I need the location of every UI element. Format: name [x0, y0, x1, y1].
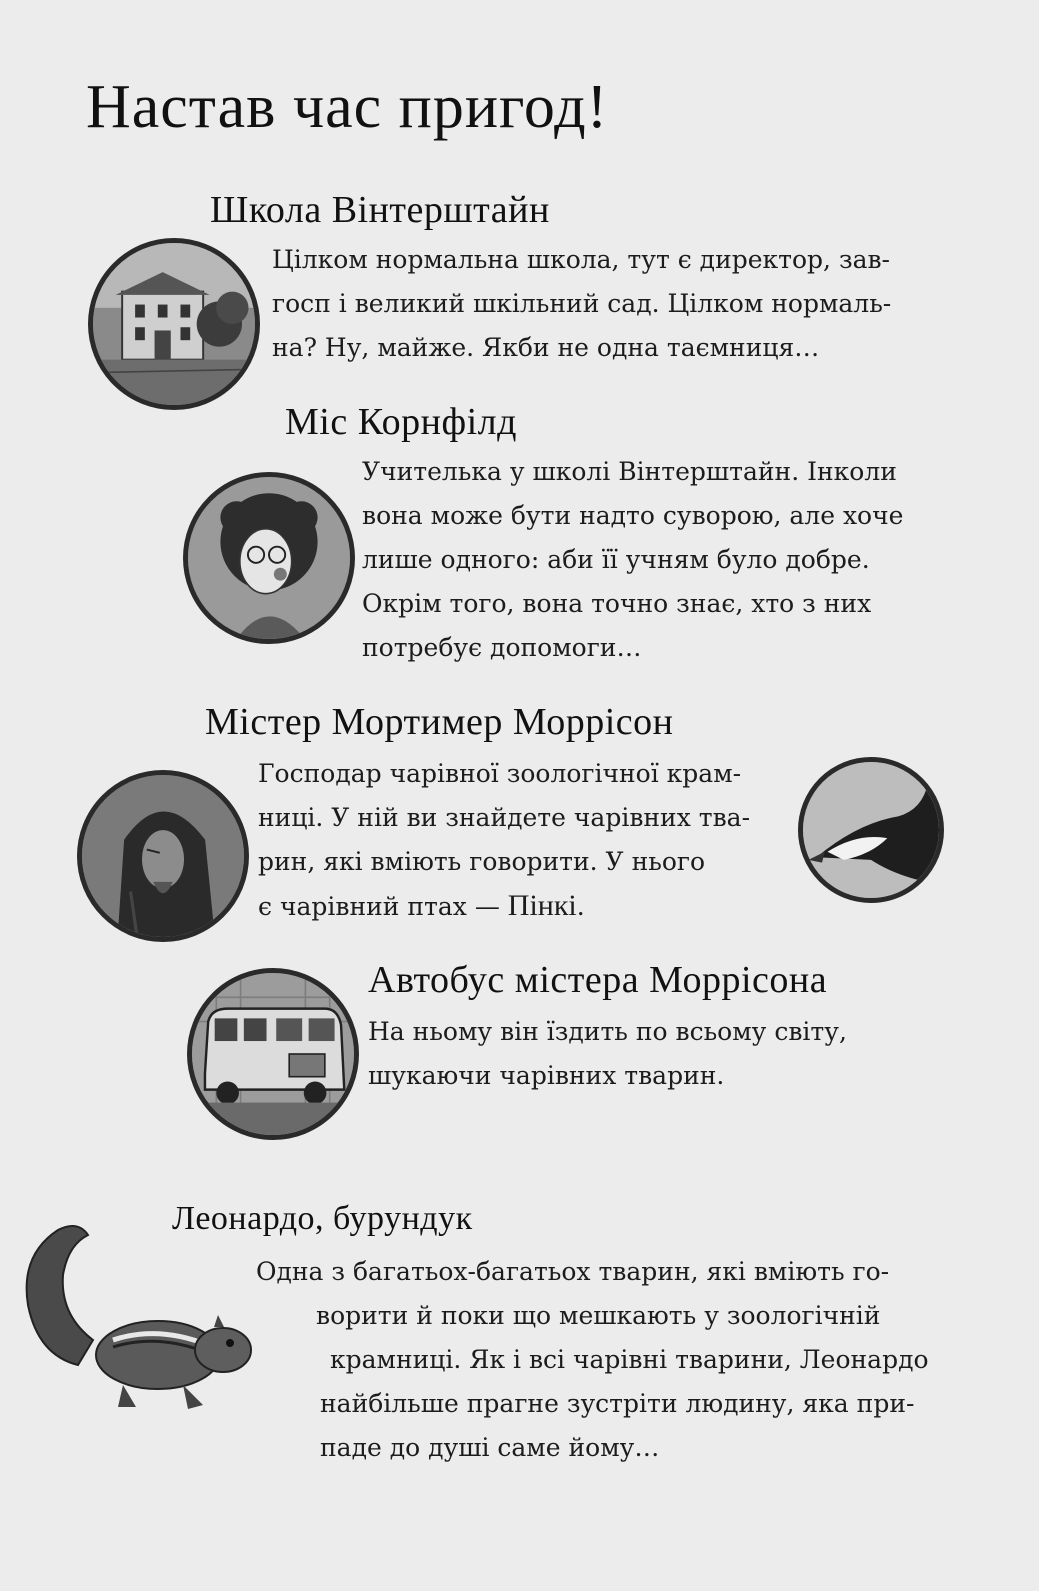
text-line: вона може бути надто суворою, але хоче — [362, 501, 904, 530]
text-bus — [368, 1010, 942, 1098]
text-chipmunk — [256, 1250, 942, 1470]
text-line: рин, які вміють говорити. У нього — [258, 847, 706, 876]
vintage-bus-icon — [192, 973, 354, 1135]
text-line: Одна з багатьох-багатьох тварин, які вміють го- — [256, 1257, 890, 1286]
text-line: ворити й поки що мешкають у зоологічній — [316, 1301, 881, 1330]
chipmunk-icon — [18, 1215, 253, 1420]
text-line: На ньому він їздить по всьому світу, — [368, 1017, 847, 1046]
text-line: Учителька у школі Вінтерштайн. Інколи — [362, 457, 897, 486]
text-fragment: . — [576, 892, 585, 921]
text-line: на? Ну, майже. Якби не одна таємниця… — [272, 333, 820, 362]
page-title: Настав час пригод! — [86, 73, 609, 141]
hooded-man-icon — [82, 775, 244, 937]
school-medallion — [88, 238, 260, 410]
bus-medallion — [187, 968, 359, 1140]
teacher-portrait-icon — [188, 477, 350, 639]
school-building-icon — [93, 243, 255, 405]
text-line: госп і великий шкільний сад. Цілком нормаль- — [272, 289, 892, 318]
morrison-medallion — [77, 770, 249, 942]
heading-school: Школа Вінтерштайн — [210, 189, 550, 231]
heading-bus: Автобус містера Моррісона — [368, 959, 828, 1001]
text-line: Цілком нормальна школа, тут є директор, зав- — [272, 245, 891, 274]
text-line: Господар чарівної зоологічної крам- — [258, 759, 742, 788]
text-morrison — [258, 752, 784, 929]
text-fragment: є чарівний птах — — [258, 892, 508, 921]
text-line: шукаючи чарівних тварин. — [368, 1061, 725, 1090]
bird-name: Пінкі — [507, 889, 577, 922]
bird-medallion — [798, 757, 944, 903]
text-teacher — [362, 450, 942, 670]
teacher-medallion — [183, 472, 355, 644]
text-school — [272, 238, 942, 370]
text-line: крамниці. Як і всі чарівні тварини, Леонардо — [330, 1345, 929, 1374]
heading-chipmunk: Леонардо, бурундук — [172, 1200, 473, 1237]
text-line: потребує допомоги… — [362, 633, 642, 662]
text-line: найбільше прагне зустріти людину, яка при- — [320, 1389, 915, 1418]
heading-morrison: Містер Мортимер Моррісон — [205, 701, 674, 743]
text-line — [258, 884, 784, 929]
text-line: паде до душі саме йому… — [320, 1433, 660, 1462]
magpie-bird-icon — [803, 762, 939, 898]
text-line: ниці. У ній ви знайдете чарівних тва- — [258, 803, 751, 832]
heading-teacher: Міс Корнфілд — [285, 401, 517, 443]
text-line: Окрім того, вона точно знає, хто з них — [362, 589, 872, 618]
text-line: лише одного: аби її учням було добре. — [362, 545, 870, 574]
